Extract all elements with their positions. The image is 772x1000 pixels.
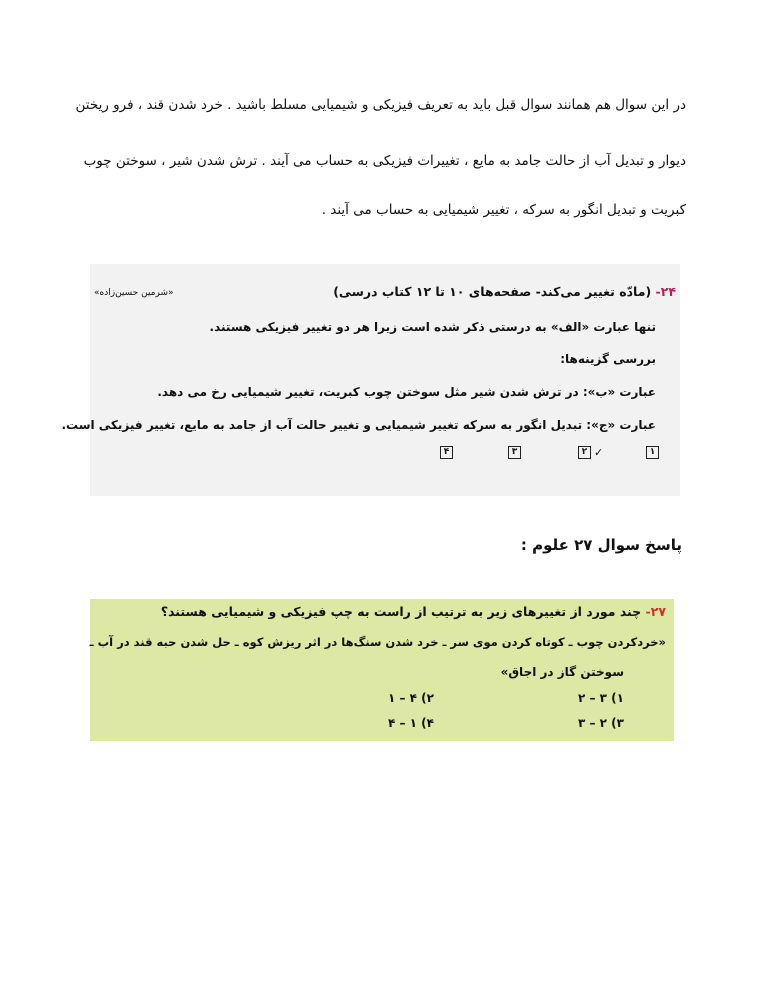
choice-3: ۳) ۲ – ۳ [577, 716, 624, 730]
question-image-box [90, 599, 674, 741]
answer-image-box [61, 264, 680, 496]
paragraph-line-3: کبریت و تبدیل انگور به سرکه ، تغییر شیمیایی به حساب می آیند . [321, 202, 686, 218]
answer-line-4: عبارت «ج»: تبدیل انگور به سرکه تغییر شیمیایی و تغییر حالت آب از جامد به مایع، تغییر فیزیکی است. [61, 418, 656, 432]
option-1 [646, 446, 659, 459]
choice-1: ۱) ۳ – ۲ [577, 691, 624, 705]
answer-title [333, 284, 676, 299]
question-title [161, 604, 666, 619]
option-4 [440, 446, 453, 459]
answer-line-2: بررسی گزینه‌ها: [560, 352, 656, 366]
answer-title-text: (مادّه تغییر می‌کند- صفحه‌های ۱۰ تا ۱۲ کتاب درسی) [333, 284, 652, 299]
choice-4: ۴) ۱ – ۴ [387, 716, 434, 730]
question-number: ۲۷- [645, 604, 666, 619]
option-2 [578, 446, 603, 459]
option-3-box: ۳ [508, 446, 521, 459]
answer-line-3: عبارت «ب»: در ترش شدن شیر مثل سوختن چوب کبریت، تغییر شیمیایی رخ می دهد. [157, 385, 656, 399]
choice-2: ۲) ۴ – ۱ [387, 691, 434, 705]
question-text: چند مورد از تغییرهای زیر به ترتیب از راست به چپ فیزیکی و شیمیایی هستند؟ [160, 604, 642, 619]
option-4-box: ۴ [440, 446, 453, 459]
option-3 [508, 446, 521, 459]
check-mark-icon: ✓ [594, 446, 604, 459]
paragraph-line-2: دیوار و تبدیل آب از حالت جامد به مایع ، تغییرات فیزیکی به حساب می آیند . ترش شدن شیر ، سوختن چوب [83, 153, 686, 169]
answer-line-1: تنها عبارت «الف» به درستی ذکر شده است زیرا هر دو تغییر فیزیکی هستند. [209, 320, 656, 334]
section-heading: پاسخ سوال ۲۷ علوم : [520, 536, 682, 554]
question-items-line-2: سوختن گاز در اجاق» [500, 665, 624, 679]
answer-author: «شرمین حسین‌زاده» [94, 288, 174, 298]
paragraph-line-1: در این سوال هم همانند سوال قبل باید به تعریف فیزیکی و شیمیایی مسلط باشید . خرد شدن قند ، فرو ریختن [75, 97, 686, 113]
option-1-box: ۱ [646, 446, 659, 459]
answer-number: ۲۴- [655, 284, 676, 299]
option-2-box: ۲ [578, 446, 591, 459]
question-items-line-1: «خردکردن چوب ـ کوتاه کردن موی سر ـ خرد شدن سنگ‌ها در اثر ریزش کوه ـ حل شدن حبه قند در آب ـ [89, 635, 666, 649]
